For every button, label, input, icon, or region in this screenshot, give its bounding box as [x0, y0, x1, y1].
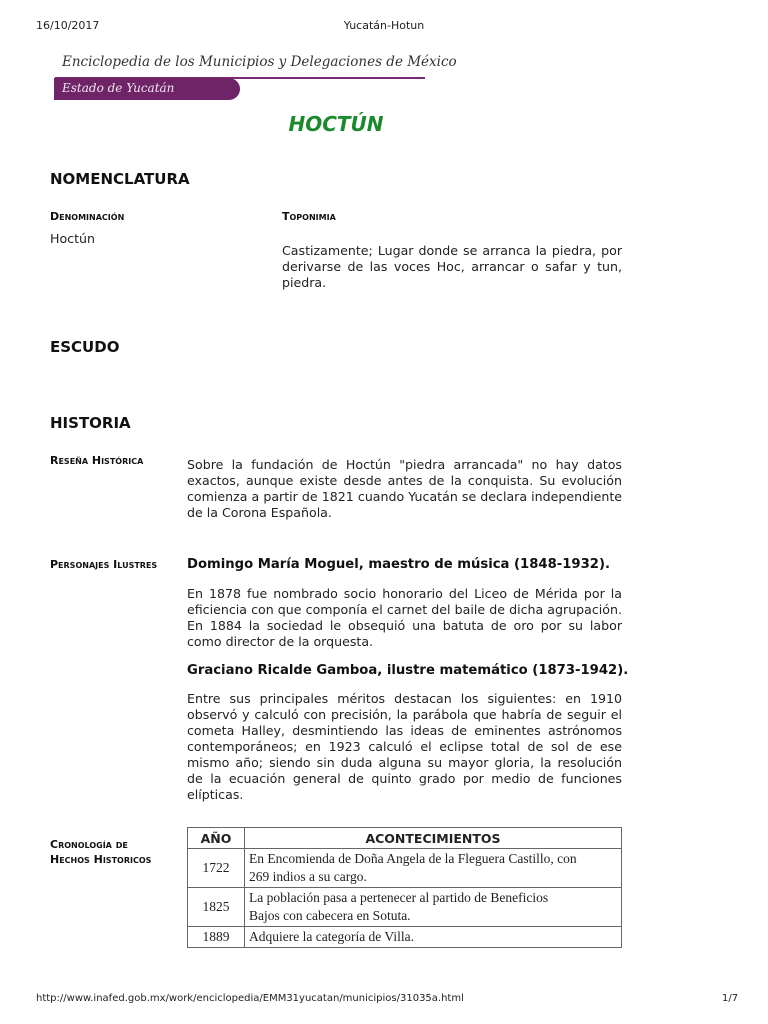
table-row	[188, 927, 622, 948]
bio-line: En 1878 fue nombrado socio honorario del Liceo de Mérida por la	[187, 586, 622, 601]
cronologia-label-line: Cronología de	[50, 838, 128, 851]
resena-line: Sobre la fundación de Hoctún "piedra arrancada" no hay datos	[187, 457, 622, 472]
event-cell	[245, 849, 622, 888]
bio-line: cometa Halley, desmintiendo las ideas de eminentes astrónomos	[187, 723, 622, 738]
bio-line: contemporáneos; en 1923 calculó el eclipse total de sol de ese	[187, 739, 622, 754]
resena-line: comienza a partir de 1821 cuando Yucatán se declara independiente	[187, 489, 622, 504]
col-header-events: ACONTECIMIENTOS	[245, 828, 622, 849]
page-number: 1/7	[722, 993, 739, 1004]
event-line: En Encomienda de Doña Angela de la Fleguera Castillo, con	[249, 851, 577, 866]
table-row	[188, 849, 622, 888]
personaje-name: Domingo María Moguel, maestro de música (1848-1932).	[187, 557, 610, 572]
bio-line: de la ecuación general de quinto grado por medio de funciones	[187, 771, 622, 786]
resena-line: de la Corona Española.	[187, 505, 332, 520]
cronologia-label-line: Hechos Historicos	[50, 853, 152, 866]
event-line: Adquiere la categoría de Villa.	[249, 929, 414, 944]
bio-line: Entre sus principales méritos destacan los siguientes: en 1910	[187, 691, 622, 706]
state-banner	[54, 78, 240, 100]
bio-line: eficiencia con que componía el carnet del baile de dicha agrupación.	[187, 602, 622, 617]
banner-title: Enciclopedia de los Municipios y Delegaciones de México	[62, 54, 457, 70]
event-line: La población pasa a pertenecer al partido de Beneficios	[249, 890, 549, 905]
resena-line: exactos, aunque existe desde antes de la conquista. Su evolución	[187, 473, 622, 488]
denominacion-label: Denominación	[50, 210, 125, 223]
source-url[interactable]: http://www.inafed.gob.mx/work/enciclopedia/EMM31yucatan/municipios/31035a.html	[36, 993, 464, 1004]
section-historia: HISTORIA	[50, 414, 131, 432]
toponimia-line: derivarse de las voces Hoc, arrancar o safar y tun,	[282, 259, 622, 274]
bio-line: En 1884 la sociedad le obsequió una batuta de oro por su labor	[187, 618, 622, 633]
bio-line: como director de la orquesta.	[187, 634, 374, 649]
personajes-label: Personajes Ilustres	[50, 558, 158, 571]
event-cell	[245, 888, 622, 927]
chronology-table	[187, 827, 622, 948]
bio-line: observó y calculó con precisión, la parábola que habría de seguir el	[187, 707, 622, 722]
page-title: HOCTÚN	[288, 112, 384, 136]
state-label: Estado de Yucatán	[62, 81, 175, 95]
event-line: 269 indios a su cargo.	[249, 869, 367, 884]
resena-label: Reseña Histórica	[50, 454, 144, 467]
year-cell: 1722	[188, 849, 245, 888]
bio-line: elípticas.	[187, 787, 244, 802]
event-line: Bajos con cabecera en Sotuta.	[249, 908, 411, 923]
personaje-bio	[187, 691, 622, 803]
toponimia-text	[282, 243, 622, 291]
section-escudo: ESCUDO	[50, 338, 120, 356]
personaje-bio	[187, 586, 622, 650]
bio-line: mismo año; siendo sin duda alguna su mayor gloria, la resolución	[187, 755, 622, 770]
section-nomenclatura: NOMENCLATURA	[50, 170, 190, 188]
table-row	[188, 888, 622, 927]
denominacion-value: Hoctún	[50, 231, 96, 246]
toponimia-line: piedra.	[282, 275, 327, 290]
col-header-year: AÑO	[188, 828, 245, 849]
toponimia-line: Castizamente; Lugar donde se arranca la piedra, por	[282, 243, 622, 258]
print-title: Yucatán-Hotun	[343, 19, 425, 32]
toponimia-label: Toponimia	[282, 210, 336, 223]
resena-text	[187, 457, 622, 521]
personaje-name: Graciano Ricalde Gamboa, ilustre matemático (1873-1942).	[187, 663, 629, 678]
cronologia-label	[50, 837, 151, 867]
event-cell	[245, 927, 622, 948]
year-cell: 1889	[188, 927, 245, 948]
table-header-row	[188, 828, 622, 849]
print-date: 16/10/2017	[36, 19, 100, 32]
year-cell: 1825	[188, 888, 245, 927]
